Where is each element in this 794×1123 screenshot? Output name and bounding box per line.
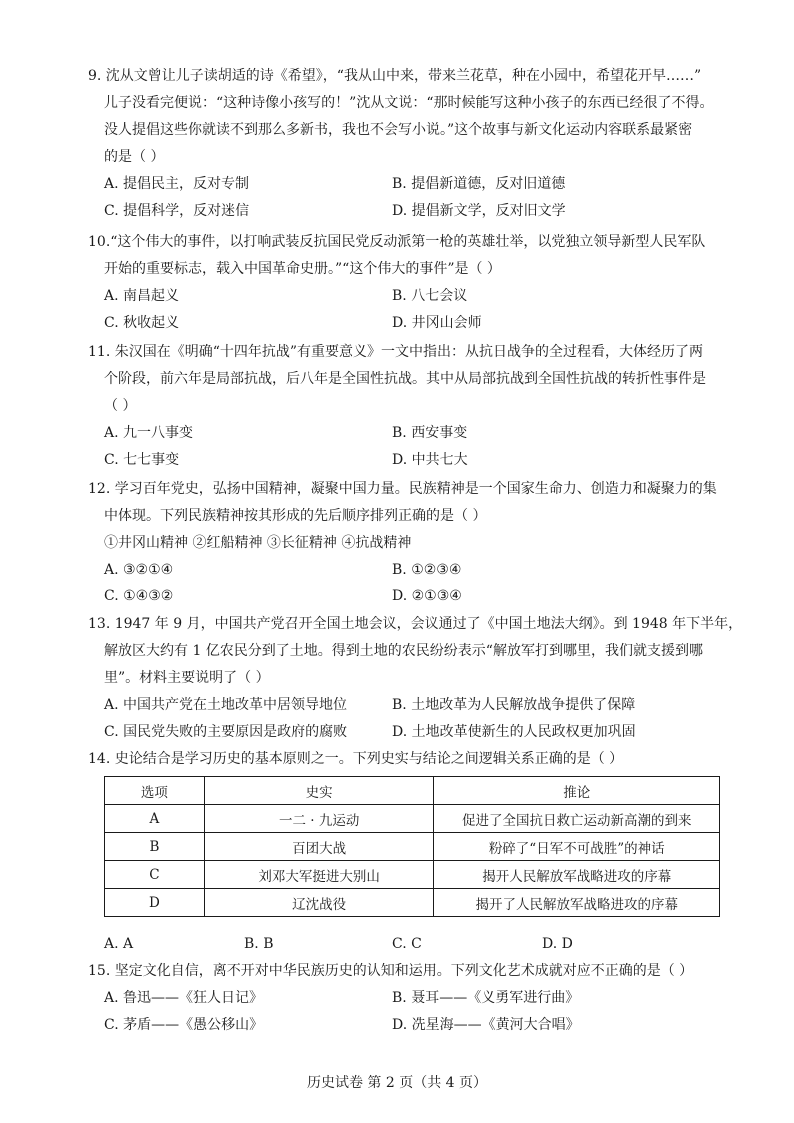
question-text-line: 解放区大约有 1 亿农民分到了土地。得到土地的农民纷纷表示“解放军打到哪里，我们就支援到哪 <box>104 643 703 659</box>
question-text-line: 的是（ ） <box>104 149 165 165</box>
option-b: B. 提倡新道德，反对旧道德 <box>392 176 566 192</box>
table-row <box>105 833 720 861</box>
option-c: C. 秋收起义 <box>104 315 180 331</box>
table-row <box>105 861 720 889</box>
table-cell: A <box>105 805 205 833</box>
table-cell: 揭开了人民解放军战略进攻的序幕 <box>434 889 720 917</box>
option-b: B. B <box>244 936 274 952</box>
table-cell: 一二 · 九运动 <box>204 805 434 833</box>
header-conclusion: 推论 <box>434 777 720 805</box>
option-b: B. 西安事变 <box>392 425 468 441</box>
question-text-line: 12. 学习百年党史，弘扬中国精神，凝聚中国力量。民族精神是一个国家生命力、创造力和凝聚力的集 <box>88 481 717 497</box>
option-c: C. ①④③② <box>104 588 174 604</box>
option-a: A. 中国共产党在土地改革中居领导地位 <box>104 697 348 713</box>
table-cell: D <box>105 889 205 917</box>
option-c: C. 国民党失败的主要原因是政府的腐败 <box>104 724 348 740</box>
question-text-line: 儿子没看完便说：“这种诗像小孩写的！”沈从文说：“那时候能写这种小孩子的东西已经很了不得。 <box>104 95 714 111</box>
question-text-line: （ ） <box>104 398 137 414</box>
fact-conclusion-table <box>104 776 720 917</box>
option-c: C. C <box>392 936 422 952</box>
table-header-row <box>105 777 720 805</box>
question-text-line: ①井冈山精神 ②红船精神 ③长征精神 ④抗战精神 <box>104 535 412 551</box>
question-text-line: 14. 史论结合是学习历史的基本原则之一。下列史实与结论之间逻辑关系正确的是（ ） <box>88 751 624 767</box>
table-row <box>105 805 720 833</box>
question-text-line: 没人提倡这些你就读不到那么多新书，我也不会写小说。”这个故事与新文化运动内容联系最紧密 <box>104 122 693 138</box>
option-a: A. ③②①④ <box>104 562 174 578</box>
table-cell: 促进了全国抗日救亡运动新高潮的到来 <box>434 805 720 833</box>
option-b: B. 聂耳——《义勇军进行曲》 <box>392 990 580 1006</box>
option-d: D. 冼星海——《黄河大合唱》 <box>392 1017 580 1033</box>
option-d: D. 井冈山会师 <box>392 315 482 331</box>
option-a: A. 提倡民主，反对专制 <box>104 176 250 192</box>
table-cell: B <box>105 833 205 861</box>
question-text-line: 11. 朱汉国在《明确“十四年抗战”有重要意义》一文中指出：从抗日战争的全过程看，大体经历了两 <box>88 344 704 360</box>
header-fact: 史实 <box>204 777 434 805</box>
option-b: B. 土地改革为人民解放战争提供了保障 <box>392 697 636 713</box>
question-text-line: 15. 坚定文化自信，离不开对中华民族历史的认知和运用。下列文化艺术成就对应不正确的是（ ） <box>88 963 694 979</box>
question-text-line: 开始的重要标志，载入中国革命史册。”“这个伟大的事件”是（ ） <box>104 261 501 277</box>
option-a: A. 九一八事变 <box>104 425 194 441</box>
option-b: B. ①②③④ <box>392 562 462 578</box>
table-cell: 刘邓大军挺进大别山 <box>204 861 434 889</box>
question-text-line: 个阶段，前六年是局部抗战，后八年是全国性抗战。其中从局部抗战到全国性抗战的转折性事件是 <box>104 371 706 387</box>
table-row <box>105 889 720 917</box>
option-d: D. 提倡新文学，反对旧文学 <box>392 203 566 219</box>
option-c: C. 茅盾——《愚公移山》 <box>104 1017 264 1033</box>
option-b: B. 八七会议 <box>392 288 468 304</box>
option-d: D. ②①③④ <box>392 588 462 604</box>
option-a: A. 鲁迅——《狂人日记》 <box>104 990 264 1006</box>
option-d: D. D <box>542 936 573 952</box>
option-d: D. 土地改革使新生的人民政权更加巩固 <box>392 724 636 740</box>
question-text-line: 里”。材料主要说明了（ ） <box>104 670 270 686</box>
option-a: A. 南昌起义 <box>104 288 180 304</box>
question-text-line: 中体现。下列民族精神按其形成的先后顺序排列正确的是（ ） <box>104 508 487 524</box>
table-cell: 辽沈战役 <box>204 889 434 917</box>
option-d: D. 中共七大 <box>392 452 468 468</box>
page-footer: 历史试卷 第 2 页（共 4 页） <box>306 1075 488 1091</box>
table-cell: 粉碎了“日军不可战胜”的神话 <box>434 833 720 861</box>
option-c: C. 提倡科学，反对迷信 <box>104 203 250 219</box>
table-cell: 揭开人民解放军战略进攻的序幕 <box>434 861 720 889</box>
question-text-line: 10.“这个伟大的事件，以打响武装反抗国民党反动派第一枪的英雄壮举，以党独立领导新型人民军队 <box>88 234 706 250</box>
option-a: A. A <box>104 936 134 952</box>
table-cell: C <box>105 861 205 889</box>
table-cell: 百团大战 <box>204 833 434 861</box>
question-text-line: 13. 1947 年 9 月，中国共产党召开全国土地会议，会议通过了《中国土地法大纲》。到 1948 年下半年， <box>88 616 743 632</box>
header-option: 选项 <box>105 777 205 805</box>
question-text-line: 9. 沈从文曾让儿子读胡适的诗《希望》，“我从山中来，带来兰花草，种在小园中，希望花开早……” <box>88 68 702 84</box>
option-c: C. 七七事变 <box>104 452 180 468</box>
